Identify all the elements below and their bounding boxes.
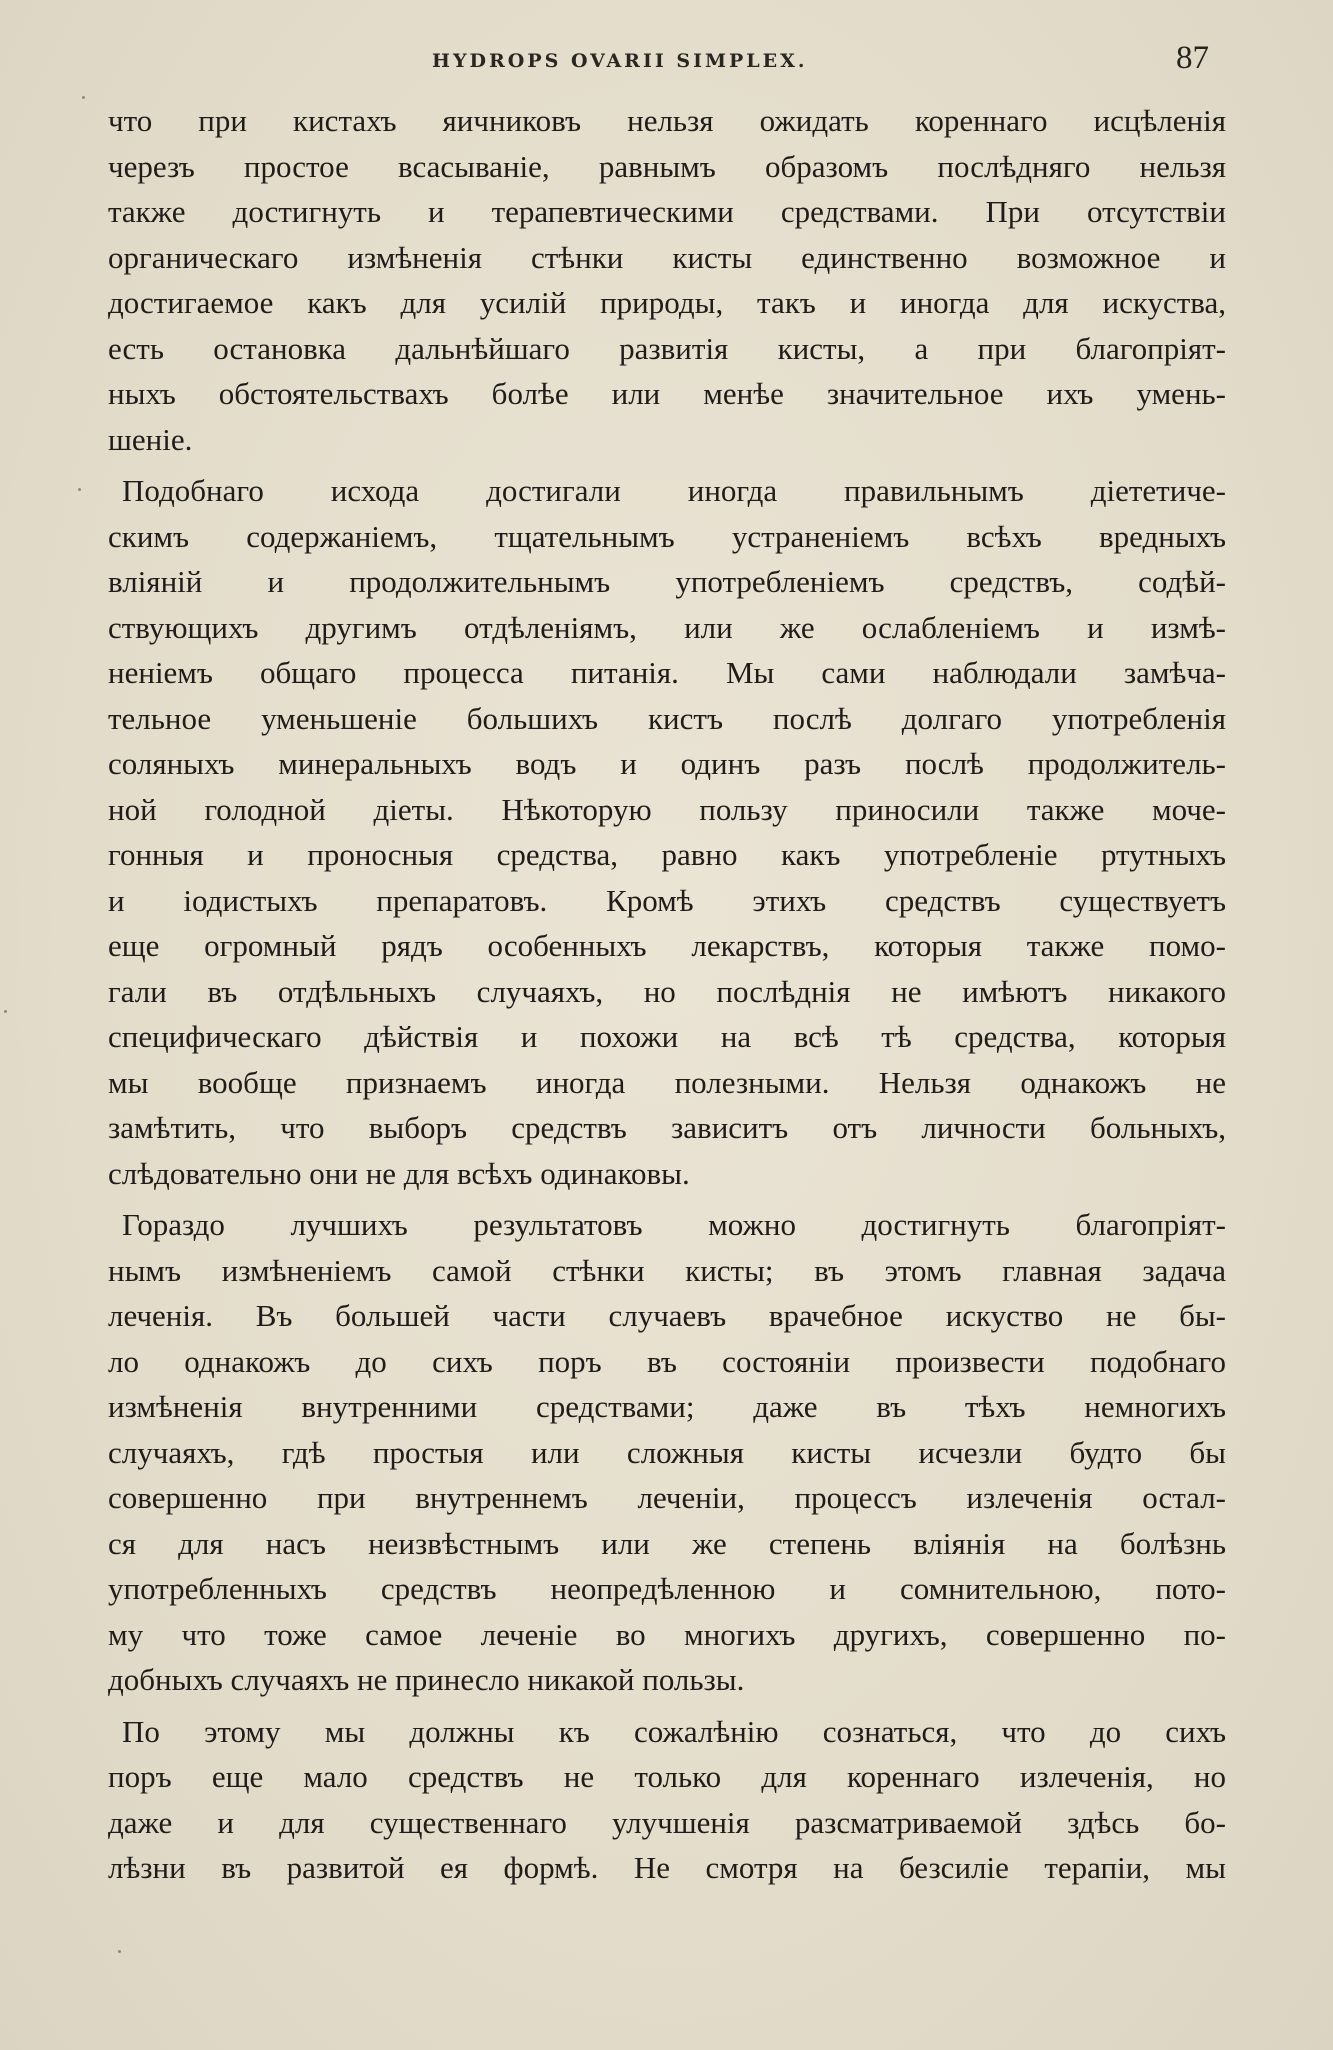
text-line: гали въ отдѣльныхъ случаяхъ, но послѣднія не имѣютъ никакого	[108, 973, 1226, 1009]
text-line: специфическаго дѣйствія и похожи на всѣ тѣ средства, которыя	[108, 1019, 1226, 1054]
text-line: Подобнаго исхода достигали иногда правильнымъ діететиче-	[122, 473, 1226, 508]
text-line: еще огромный рядъ особенныхъ лекарствъ, которыя также помо-	[108, 928, 1226, 963]
text-line: тельное уменьшеніе большихъ кистъ послѣ долгаго употребленія	[108, 700, 1226, 736]
text-line: также достигнуть и терапевтическими средствами. При отсутствіи	[108, 194, 1226, 229]
text-line: что при кистахъ яичниковъ нельзя ожидать кореннаго исцѣленія	[108, 103, 1226, 138]
text-line: леченія. Въ большей части случаевъ врачебное искуство не бы-	[108, 1298, 1226, 1333]
text-line: слѣдовательно они не для всѣхъ одинаковы.	[108, 1155, 690, 1191]
text-line: мы вообще признаемъ иногда полезными. Нельзя однакожъ не	[108, 1064, 1226, 1100]
text-line: ной голодной діеты. Нѣкоторую пользу приносили также моче-	[108, 791, 1226, 827]
text-line: достигаемое какъ для усилій природы, такъ и иногда для искуства,	[108, 285, 1226, 320]
text-line: неніемъ общаго процесса питанія. Мы сами наблюдали замѣча-	[108, 655, 1226, 690]
text-line: По этому мы должны къ сожалѣнію сознаться, что до сихъ	[122, 1713, 1226, 1749]
paper-speck	[118, 1950, 121, 1953]
text-line: гонныя и проносныя средства, равно какъ употребленіе ртутныхъ	[108, 837, 1226, 872]
text-line: ствующихъ другимъ отдѣленіямъ, или же ослабленіемъ и измѣ-	[108, 609, 1226, 645]
text-line: ло однакожъ до сихъ поръ въ состояніи произвести подобнаго	[108, 1343, 1226, 1379]
text-line: Гораздо лучшихъ результатовъ можно достигнуть благопріят-	[122, 1207, 1226, 1242]
text-line: даже и для существеннаго улучшенія разсматриваемой здѣсь бо-	[108, 1804, 1226, 1840]
running-title: HYDROPS OVARII SIMPLEX.	[432, 50, 808, 72]
paper-speck	[82, 96, 85, 99]
paragraph-1	[108, 98, 1226, 462]
text-line: добныхъ случаяхъ не принесло никакой пользы.	[108, 1662, 745, 1697]
text-line: совершенно при внутреннемъ леченіи, процессъ излеченія остал-	[108, 1480, 1226, 1515]
text-line: случаяхъ, гдѣ простыя или сложныя кисты исчезли будто бы	[108, 1434, 1226, 1470]
paper-speck	[4, 1010, 7, 1013]
text-line: скимъ содержаніемъ, тщательнымъ устраненіемъ всѣхъ вредныхъ	[108, 518, 1226, 554]
text-line: нымъ измѣненіемъ самой стѣнки кисты; въ этомъ главная задача	[108, 1252, 1226, 1288]
text-line: замѣтить, что выборъ средствъ зависитъ отъ личности больныхъ,	[108, 1110, 1226, 1145]
text-line: органическаго измѣненія стѣнки кисты единственно возможное и	[108, 239, 1226, 275]
text-line: употребленныхъ средствъ неопредѣленною и сомнительною, пото-	[108, 1571, 1226, 1606]
text-line: шеніе.	[108, 421, 193, 457]
text-line: есть остановка дальнѣйшаго развитія кисты, а при благопріят-	[108, 330, 1226, 366]
paragraph-4	[108, 1709, 1226, 1891]
text-line: ся для насъ неизвѣстнымъ или же степень вліянія на болѣзнь	[108, 1525, 1226, 1561]
text-line: му что тоже самое леченіе во многихъ другихъ, совершенно по-	[108, 1616, 1226, 1652]
text-line: вліяній и продолжительнымъ употребленіемъ средствъ, содѣй-	[108, 564, 1226, 599]
text-line: ныхъ обстоятельствахъ болѣе или менѣе значительное ихъ умень-	[108, 376, 1226, 411]
page-number: 87	[1176, 40, 1209, 76]
text-line: поръ еще мало средствъ не только для кореннаго излеченія, но	[108, 1759, 1226, 1794]
running-header	[0, 42, 1333, 82]
text-line: черезъ простое всасываніе, равнымъ образомъ послѣдняго нельзя	[108, 148, 1226, 184]
paragraph-3	[108, 1202, 1226, 1703]
paper-speck	[78, 488, 81, 491]
text-line: лѣзни въ развитой ея формѣ. Не смотря на безсиліе терапіи, мы	[108, 1850, 1226, 1885]
text-line: соляныхъ минеральныхъ водъ и одинъ разъ послѣ продолжитель-	[108, 746, 1226, 781]
body-text	[108, 98, 1226, 1891]
paragraph-2	[108, 468, 1226, 1196]
text-line: и іодистыхъ препаратовъ. Кромѣ этихъ средствъ существуетъ	[108, 882, 1226, 918]
text-line: измѣненія внутренними средствами; даже въ тѣхъ немногихъ	[108, 1389, 1226, 1424]
